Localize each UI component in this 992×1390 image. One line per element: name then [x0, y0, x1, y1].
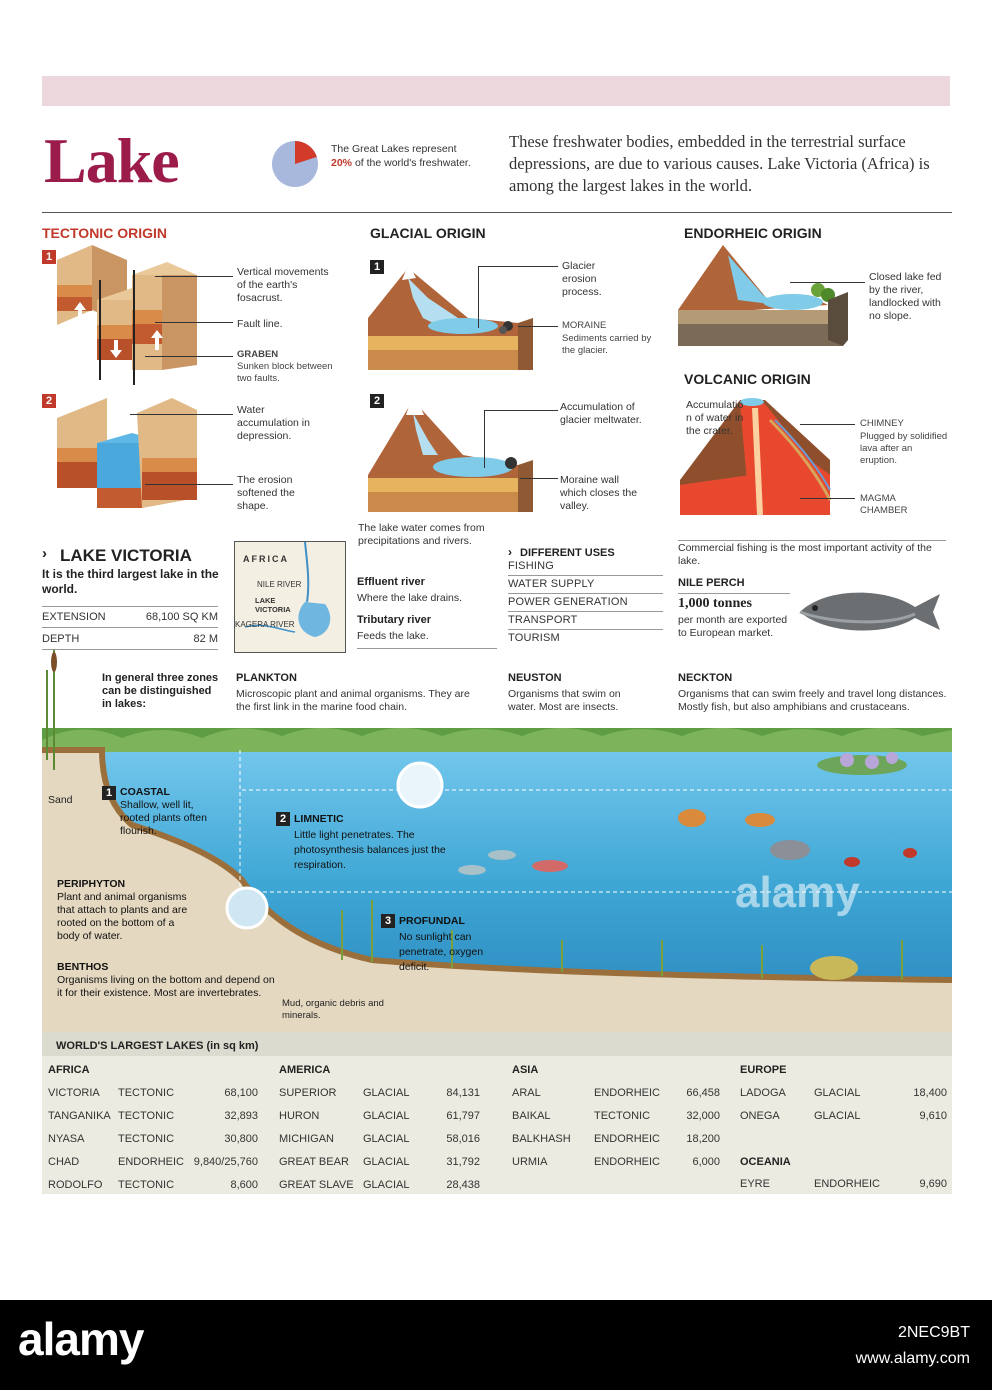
asia-lake-origin: ENDORHEIC — [594, 1087, 661, 1099]
america-lake-origin: GLACIAL — [363, 1110, 410, 1122]
effluent-text: Where the lake drains. — [357, 592, 463, 604]
leader-line — [800, 498, 855, 499]
uses-list — [508, 560, 663, 650]
perch-text: per month are exported to European market. — [678, 614, 788, 639]
africa-lake-area: 9,840/25,760 — [193, 1156, 258, 1168]
glacial-footnote: The lake water comes from precipitations and rivers. — [358, 522, 485, 547]
use-item-power: POWER GENERATION — [508, 596, 628, 608]
divider — [42, 606, 218, 607]
limnetic-text: Little light penetrates. The photosynthesis balances just the respiration. — [294, 829, 446, 871]
coastal-num: 1 — [102, 786, 116, 800]
leader-line — [478, 266, 479, 328]
america-lake-name: GREAT SLAVE — [279, 1179, 354, 1191]
nile-river — [305, 542, 308, 602]
europe-lake-area: 9,610 — [919, 1110, 947, 1122]
america-lake-name: GREAT BEAR — [279, 1156, 349, 1168]
footer-url: www.alamy.com — [855, 1350, 970, 1367]
footer-bar — [0, 1300, 992, 1390]
tectonic-block-right — [132, 262, 197, 370]
endorheic-title: ENDORHEIC ORIGIN — [684, 225, 822, 241]
closed-lake — [763, 294, 823, 310]
neuston-title: NEUSTON — [508, 672, 562, 684]
plankton-magnifier — [398, 763, 442, 807]
asia-lake-name: BAIKAL — [512, 1110, 551, 1122]
sand-label: Sand — [48, 794, 73, 806]
nekton-title: NECKTON — [678, 672, 733, 684]
leader-line — [478, 266, 558, 267]
tectonic-label-vertical: Vertical movements of the earth's fosacrust. — [237, 266, 329, 304]
divider — [678, 540, 946, 541]
glacial-label-glacier: Glacier erosion process. — [562, 260, 602, 298]
glacial-illustration-2 — [368, 385, 538, 520]
map-label-africa: AFRICA — [243, 554, 289, 564]
leader-line — [155, 322, 233, 323]
leader-line — [484, 410, 485, 468]
benthos-title: BENTHOS — [57, 961, 109, 973]
tectonic-label-graben-title: GRABEN — [237, 349, 279, 360]
header-divider — [42, 212, 952, 213]
africa-lake-origin: TECTONIC — [118, 1110, 175, 1122]
america-lake-origin: GLACIAL — [363, 1133, 410, 1145]
moraine-wall — [505, 457, 517, 469]
volcanic-label-magma: MAGMA CHAMBER — [860, 493, 908, 516]
africa-lake-area: 30,800 — [224, 1133, 258, 1145]
great-lakes-pre: The Great Lakes represent — [331, 143, 457, 155]
glacial-step-2: 2 — [370, 394, 384, 408]
europe-lake-origin: GLACIAL — [814, 1110, 861, 1122]
leader-line — [790, 282, 865, 283]
intro-text: These freshwater bodies, embedded in the terrestrial surface depressions, are due to various causes. Lake Victoria (Africa) is among the largest lakes in the world. — [509, 132, 930, 195]
fishing-text: Commercial fishing is the most important activity of the lake. — [678, 542, 932, 567]
tectonic-illustration-2 — [52, 388, 202, 518]
divider — [678, 593, 790, 594]
tributary-text: Feeds the lake. — [357, 630, 429, 642]
glacial-label-wall: Moraine wall which closes the valley. — [560, 474, 638, 512]
endorheic-label: Closed lake fed by the river, landlocked with no slope. — [869, 271, 942, 322]
effluent-title: Effluent river — [357, 576, 425, 588]
europe-lake-origin: GLACIAL — [814, 1087, 861, 1099]
oceania-heading: OCEANIA — [740, 1156, 791, 1168]
tectonic-label-erosion: The erosion softened the shape. — [237, 474, 295, 512]
leader-line — [520, 478, 558, 479]
great-lakes-pie — [271, 140, 319, 188]
glacial-illustration-1 — [368, 248, 538, 378]
map-label-lake: LAKE VICTORIA — [255, 596, 291, 614]
asia-lake-area: 32,000 — [686, 1110, 720, 1122]
divider — [508, 593, 663, 594]
africa-lake-area: 68,100 — [224, 1087, 258, 1099]
glacial-step-1: 1 — [370, 260, 384, 274]
divider — [508, 629, 663, 630]
asia-lake-origin: ENDORHEIC — [594, 1133, 661, 1145]
perch-amount: 1,000 tonnes — [678, 596, 752, 611]
america-heading: AMERICA — [279, 1064, 331, 1076]
america-lake-area: 31,792 — [446, 1156, 480, 1168]
europe-lake-name: ONEGA — [740, 1110, 780, 1122]
victoria-subtitle: It is the third largest lake in the world. — [42, 567, 219, 596]
map-label-kagera: KAGERA RIVER — [235, 620, 295, 629]
volcanic-title: VOLCANIC ORIGIN — [684, 371, 811, 387]
africa-lake-name: RODOLFO — [48, 1179, 103, 1191]
neuston-text: Organisms that swim on water. Most are insects. — [508, 688, 621, 713]
glacial-lake-2 — [433, 457, 513, 477]
periphyton-magnifier — [227, 888, 267, 928]
leader-line — [145, 484, 233, 485]
volcanic-label-accum: Accumulatio n of water in the crater. — [686, 399, 744, 437]
periphyton-text: Plant and animal organisms that attach to plants and are rooted on the bottom of a body of water. — [57, 891, 188, 942]
divider — [42, 627, 218, 628]
leader-line — [518, 326, 558, 327]
lakes-table — [42, 1032, 952, 1194]
lake-victoria-shape — [298, 602, 330, 637]
footer-image-id: 2NEC9BT — [897, 1324, 970, 1341]
america-lake-area: 61,797 — [446, 1110, 480, 1122]
asia-lake-area: 6,000 — [692, 1156, 720, 1168]
glacial-label-moraine-title: MORAINE — [562, 320, 607, 331]
limnetic-num: 2 — [276, 812, 290, 826]
divider — [357, 648, 497, 649]
header-band — [42, 76, 950, 106]
victoria-ext-label: EXTENSION — [42, 611, 106, 623]
america-lake-area: 58,016 — [446, 1133, 480, 1145]
leader-line — [130, 414, 233, 415]
mud-label: Mud, organic debris and minerals. — [282, 998, 384, 1021]
america-lake-name: MICHIGAN — [279, 1133, 334, 1145]
oceania-lake-origin: ENDORHEIC — [814, 1178, 881, 1190]
africa-lake-origin: TECTONIC — [118, 1087, 175, 1099]
volcanic-label-chimney-text: Plugged by solidified lava after an eruption. — [860, 431, 948, 466]
great-lakes-pct: 20% — [331, 157, 353, 169]
uses-title: DIFFERENT USES — [520, 547, 615, 559]
victoria-depth-label: DEPTH — [42, 633, 80, 645]
tectonic-step-2: 2 — [42, 394, 56, 408]
africa-lake-origin: ENDORHEIC — [118, 1156, 185, 1168]
asia-lake-name: URMIA — [512, 1156, 548, 1168]
coastal-text: Shallow, well lit, rooted plants often flourish. — [120, 799, 207, 837]
glacial-lake-1 — [428, 318, 498, 334]
africa-lake-origin: TECTONIC — [118, 1133, 175, 1145]
africa-lake-origin: TECTONIC — [118, 1179, 175, 1191]
africa-lake-name: NYASA — [48, 1133, 85, 1145]
victoria-ext-value: 68,100 SQ KM — [145, 611, 218, 623]
asia-lake-name: BALKHASH — [512, 1133, 571, 1145]
africa-lake-name: TANGANIKA — [48, 1110, 111, 1122]
victoria-depth-value: 82 M — [193, 633, 218, 645]
asia-lake-name: ARAL — [512, 1087, 541, 1099]
asia-heading: ASIA — [512, 1064, 539, 1076]
africa-lake-area: 32,893 — [224, 1110, 258, 1122]
watermark-center: alamy — [735, 868, 860, 917]
profundal-text: No sunlight can penetrate, oxygen deficit. — [399, 931, 484, 973]
volcanic-label-chimney-title: CHIMNEY — [860, 418, 904, 429]
leader-line — [800, 424, 855, 425]
great-lakes-note — [331, 142, 471, 170]
periphyton-title: PERIPHYTON — [57, 878, 126, 890]
glacial-label-moraine-text: Sediments carried by the glacier. — [562, 333, 652, 356]
benthos-text: Organisms living on the bottom and depend on it for their existence. Most are invertebrates. — [57, 974, 275, 999]
america-lake-area: 84,131 — [446, 1087, 480, 1099]
tectonic-label-water: Water accumulation in depression. — [237, 404, 310, 442]
perch-title: NILE PERCH — [678, 577, 745, 589]
asia-lake-area: 66,458 — [686, 1087, 720, 1099]
footer-logo: alamy — [18, 1313, 144, 1365]
tectonic-illustration-1 — [52, 240, 202, 390]
nile-perch-icon — [795, 582, 945, 640]
use-item-water-supply: WATER SUPPLY — [508, 578, 595, 590]
asia-lake-area: 18,200 — [686, 1133, 720, 1145]
europe-heading: EUROPE — [740, 1064, 787, 1076]
asia-lake-origin: TECTONIC — [594, 1110, 651, 1122]
africa-lake-area: 8,600 — [230, 1179, 258, 1191]
europe-lake-area: 18,400 — [913, 1087, 947, 1099]
use-item-transport: TRANSPORT — [508, 614, 578, 626]
oceania-lake-area: 9,690 — [919, 1178, 947, 1190]
tributary-title: Tributary river — [357, 614, 431, 626]
great-lakes-post: of the world's freshwater. — [354, 157, 471, 169]
america-lake-area: 28,438 — [446, 1179, 480, 1191]
lakes-table-title: WORLD'S LARGEST LAKES (in sq km) — [56, 1040, 259, 1052]
america-lake-origin: GLACIAL — [363, 1087, 410, 1099]
profundal-num: 3 — [381, 914, 395, 928]
coastal-title: COASTAL — [120, 786, 170, 798]
europe-lake-name: LADOGA — [740, 1087, 786, 1099]
use-item-tourism: TOURISM — [508, 632, 560, 644]
zones-intro: In general three zones can be distinguished in lakes: — [102, 672, 219, 710]
glacial-label-accum: Accumulation of glacier meltwater. — [560, 401, 642, 426]
oceania-lake-name: EYRE — [740, 1178, 770, 1190]
leader-line — [155, 276, 233, 277]
map-label-nile: NILE RIVER — [257, 580, 302, 589]
tectonic-title: TECTONIC ORIGIN — [42, 225, 167, 241]
victoria-chevron-icon: › — [42, 545, 47, 562]
page-title: Lake — [44, 125, 179, 196]
tectonic-label-graben-text: Sunken block between two faults. — [237, 361, 333, 384]
plankton-title: PLANKTON — [236, 672, 297, 684]
divider — [508, 575, 663, 576]
victoria-map — [234, 541, 346, 653]
america-lake-origin: GLACIAL — [363, 1156, 410, 1168]
victoria-title: LAKE VICTORIA — [60, 546, 192, 565]
tectonic-step-1: 1 — [42, 250, 56, 264]
asia-lake-origin: ENDORHEIC — [594, 1156, 661, 1168]
tectonic-label-fault: Fault line. — [237, 318, 283, 330]
glacial-title: GLACIAL ORIGIN — [370, 225, 486, 241]
uses-chevron-icon: › — [508, 545, 512, 559]
africa-heading: AFRICA — [48, 1064, 90, 1076]
limnetic-title: LIMNETIC — [294, 813, 344, 825]
divider — [508, 611, 663, 612]
africa-lake-name: VICTORIA — [48, 1087, 100, 1099]
america-lake-name: SUPERIOR — [279, 1087, 337, 1099]
leader-line — [484, 410, 558, 411]
plankton-text: Microscopic plant and animal organisms. They are the first link in the marine food chain. — [236, 688, 470, 713]
africa-lake-name: CHAD — [48, 1156, 80, 1168]
snow-cap — [406, 397, 424, 415]
profundal-title: PROFUNDAL — [399, 915, 465, 927]
nekton-text: Organisms that can swim freely and travel long distances. Mostly fish, but also amphibians and crustaceans. — [678, 688, 947, 713]
america-lake-origin: GLACIAL — [363, 1179, 410, 1191]
america-lake-name: HURON — [279, 1110, 320, 1122]
use-item-fishing: FISHING — [508, 560, 555, 572]
leader-line — [145, 356, 233, 357]
endorheic-illustration — [678, 240, 858, 365]
